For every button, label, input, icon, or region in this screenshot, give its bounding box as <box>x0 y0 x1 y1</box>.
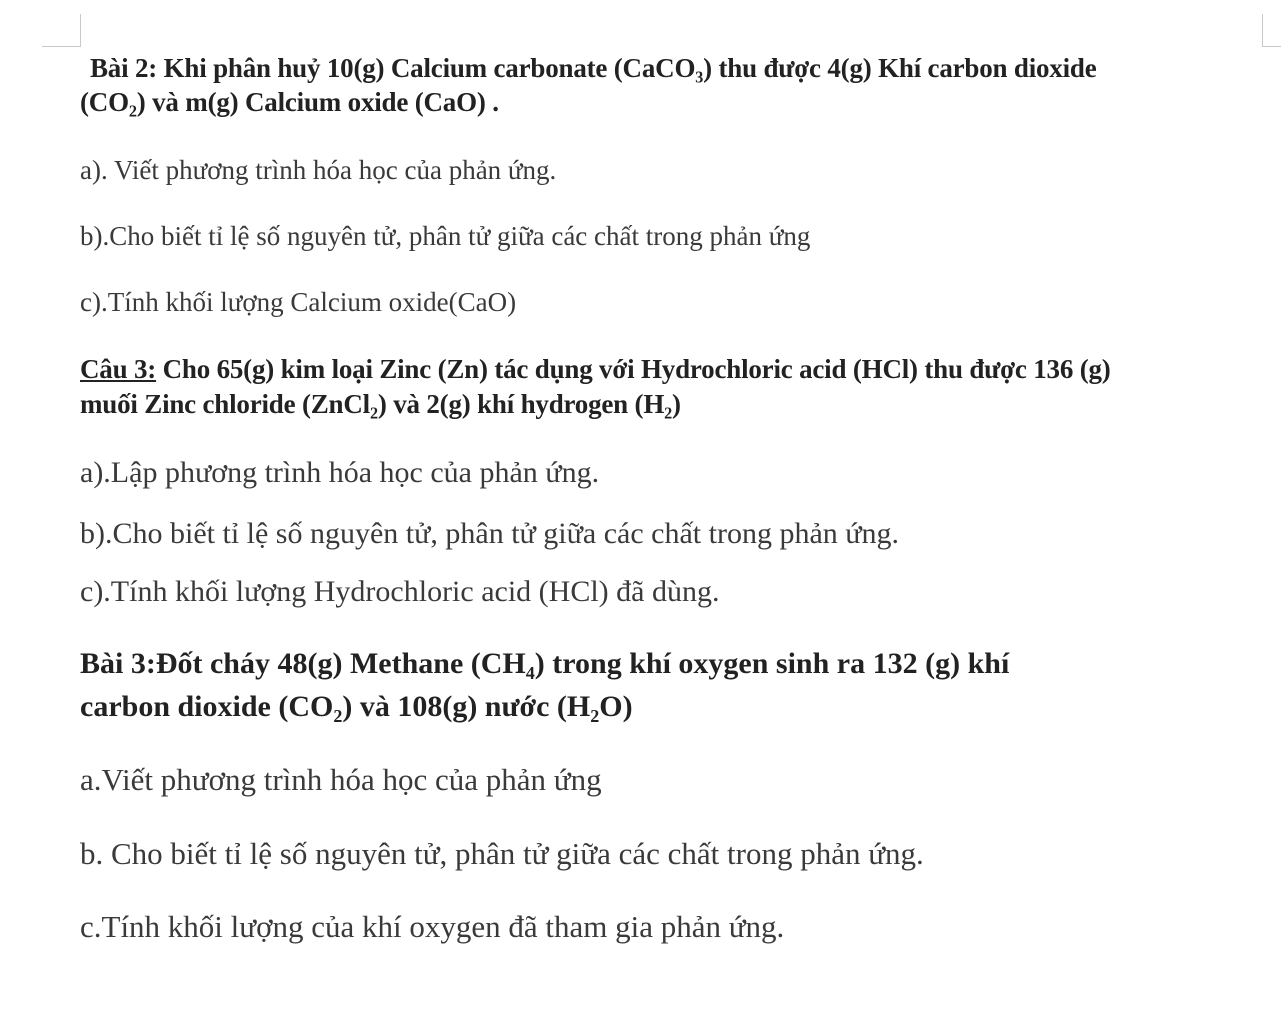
bai3-heading-line1: Bài 3:Đốt cháy 48(g) Methane (CH₄) trong khí oxygen sinh ra 132 (g) khí <box>80 647 1010 680</box>
cau3-heading-line2: muối Zinc chloride (ZnCl₂) và 2(g) khí hydrogen (H₂) <box>80 389 681 419</box>
bai3-heading-line2: carbon dioxide (CO₂) và 108(g) nước (H₂O) <box>80 690 633 723</box>
bai2-heading-line2: (CO₂) và m(g) Calcium oxide (CaO) . <box>80 87 499 117</box>
bai3-question-b: b. Cho biết tỉ lệ số nguyên tử, phân tử giữa các chất trong phản ứng. <box>80 836 924 871</box>
bai3-question-c: c.Tính khối lượng của khí oxygen đã tham gia phản ứng. <box>80 909 785 944</box>
cau3-label: Câu 3: <box>80 354 157 384</box>
bai2-question-b: b).Cho biết tỉ lệ số nguyên tử, phân tử giữa các chất trong phản ứng <box>80 221 811 251</box>
cau3-heading-text: Cho 65(g) kim loại Zinc (Zn) tác dụng với Hydrochloric acid (HCl) thu được 136 (g) <box>156 354 1111 384</box>
cau3-heading-line1 <box>80 356 1111 383</box>
cau3-question-c: c).Tính khối lượng Hydrochloric acid (HCl) đã dùng. <box>80 575 720 608</box>
page-corner-mark-top-left <box>42 14 81 47</box>
bai2-question-c: c).Tính khối lượng Calcium oxide(CaO) <box>80 287 517 317</box>
page-corner-mark-top-right <box>1262 14 1281 47</box>
cau3-question-b: b).Cho biết tỉ lệ số nguyên tử, phân tử giữa các chất trong phản ứng. <box>80 517 900 550</box>
cau3-question-a: a).Lập phương trình hóa học của phản ứng. <box>80 456 600 489</box>
bai2-question-a: a). Viết phương trình hóa học của phản ứng. <box>80 155 557 185</box>
bai2-heading-line1: Bài 2: Khi phân huỷ 10(g) Calcium carbonate (CaCO₃) thu được 4(g) Khí carbon dioxide <box>90 53 1097 83</box>
bai3-question-a: a.Viết phương trình hóa học của phản ứng <box>80 762 602 797</box>
